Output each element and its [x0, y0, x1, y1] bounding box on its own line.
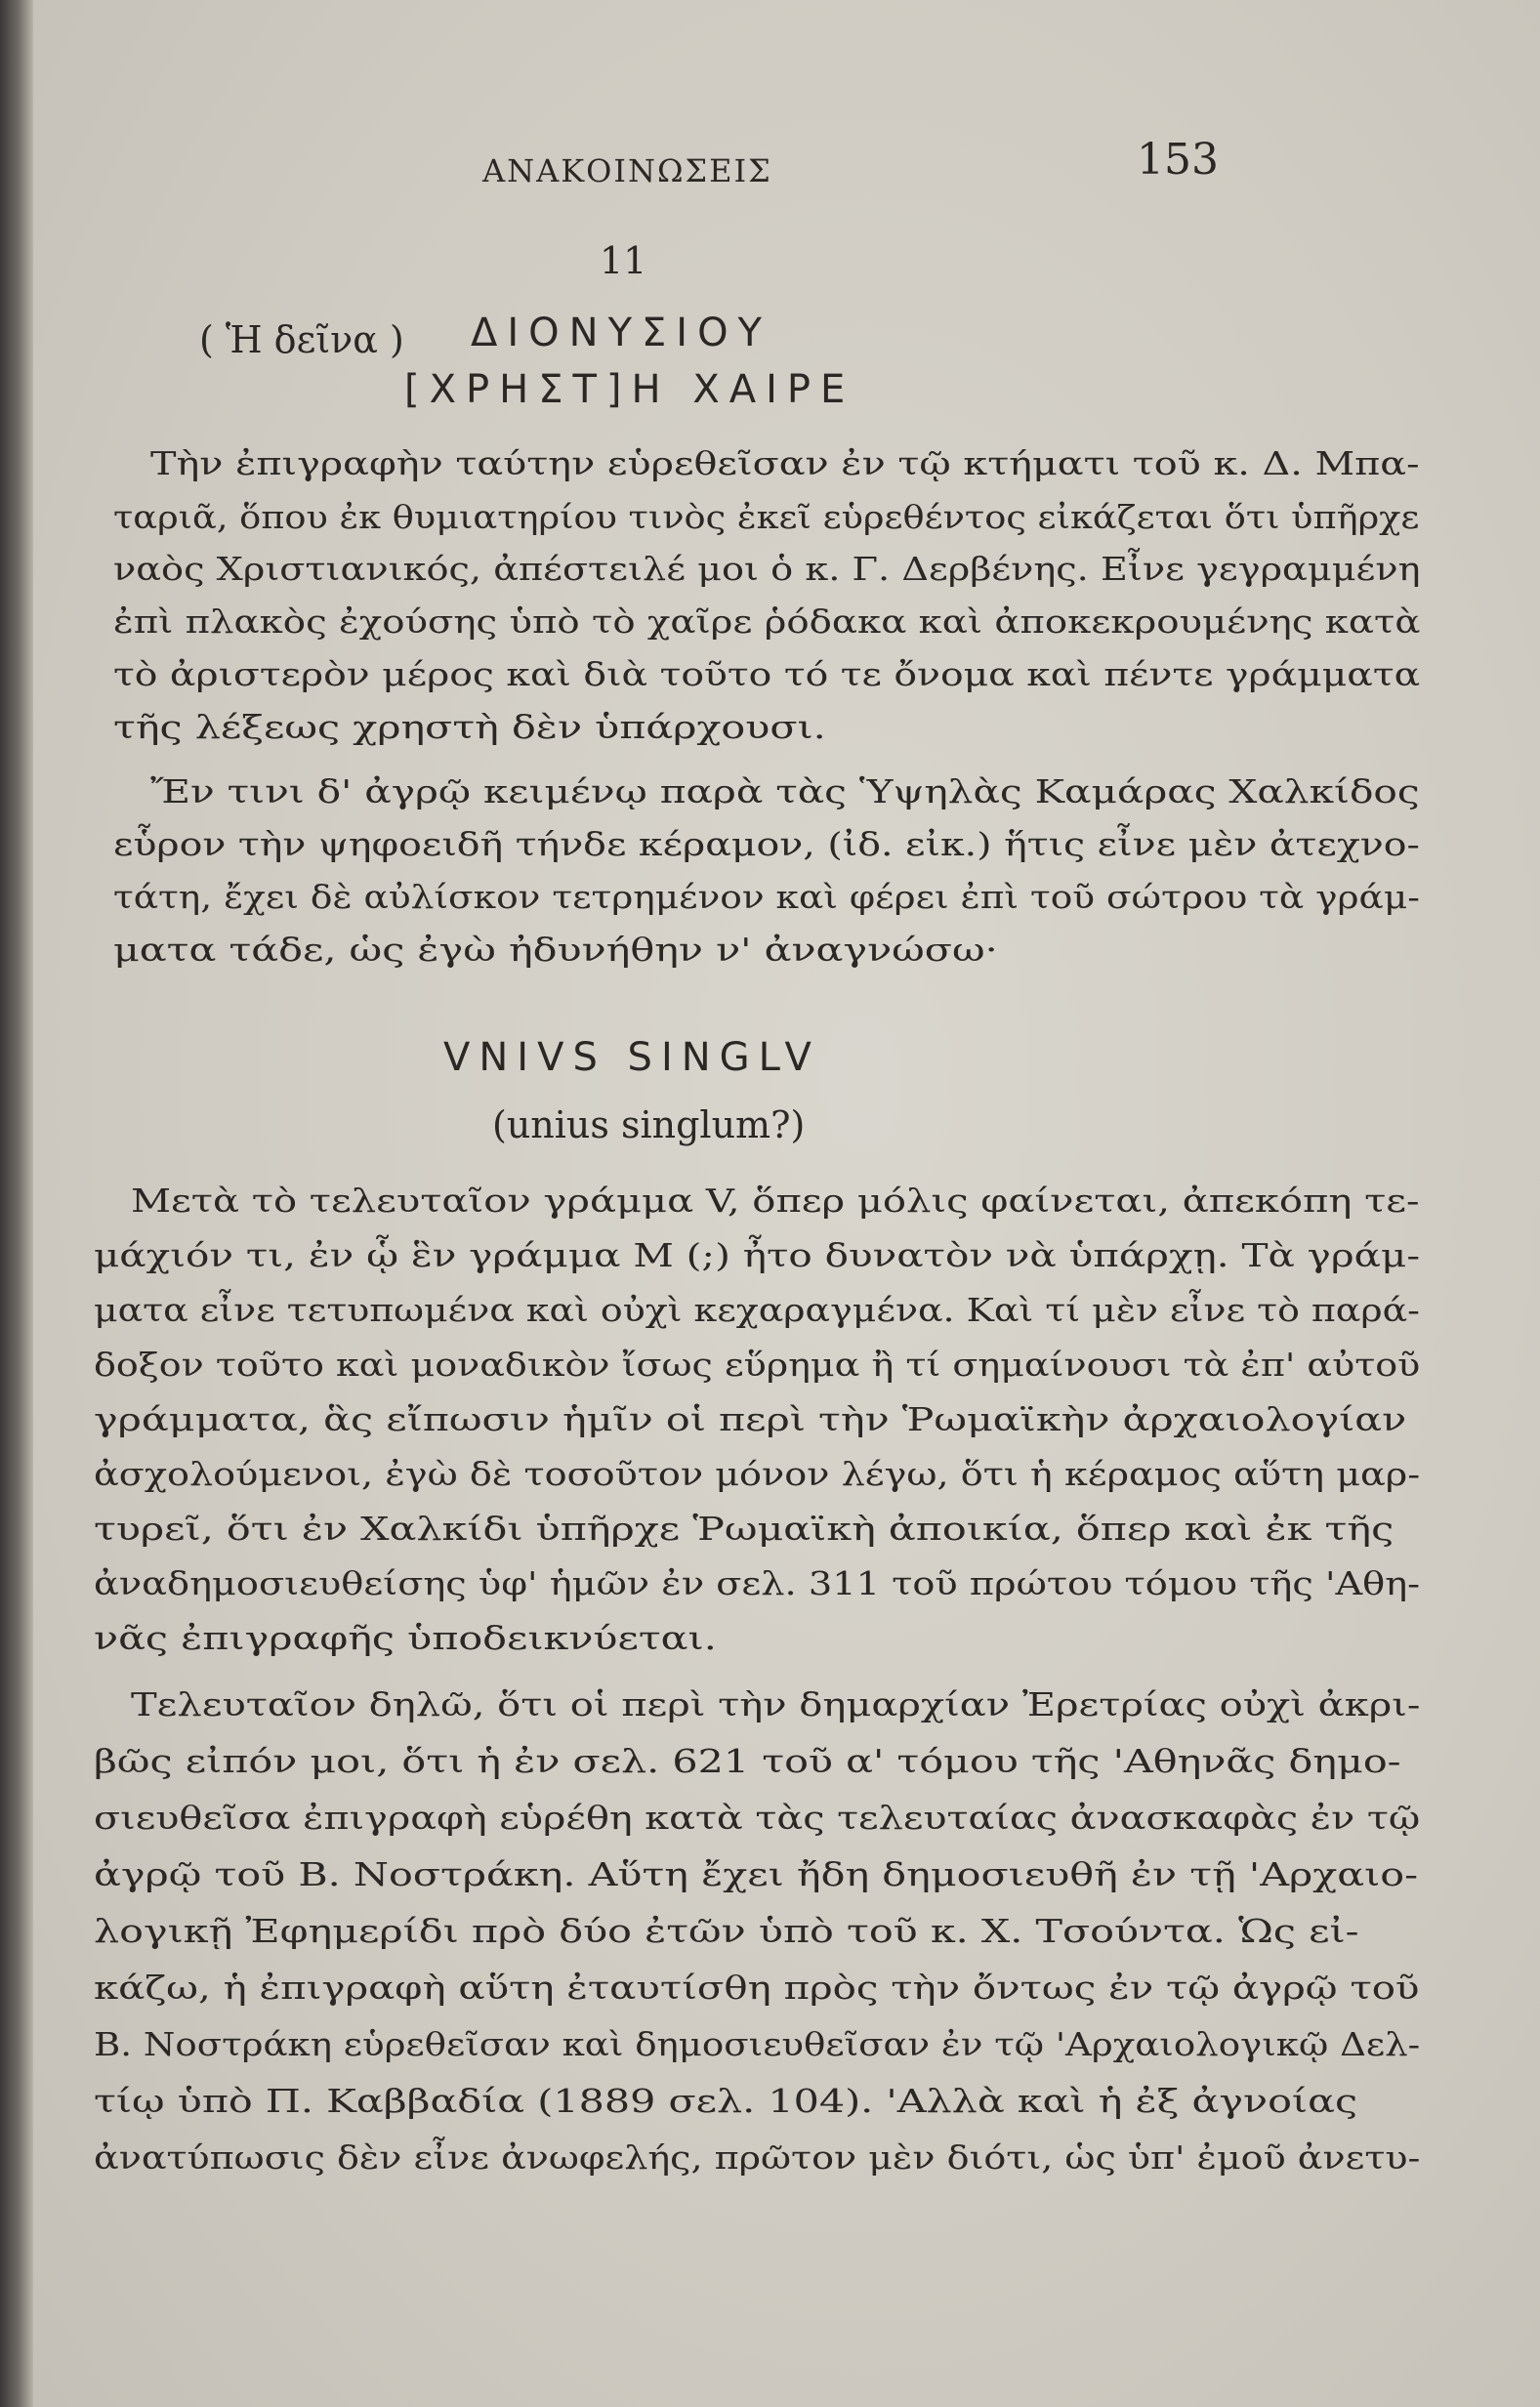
- text-line: κάζω, ἡ ἐπιγραφὴ αὕτη ἐταυτίσθη πρὸς τὴν ὄντως ἐν τῷ ἀγρῷ τοῦ: [94, 1969, 1420, 2007]
- book-page: [33, 0, 1540, 2407]
- text-line: τυρεῖ, ὅτι ἐν Χαλκίδι ὑπῆρχε Ῥωμαϊκὴ ἀποικία, ὅπερ καὶ ἐκ τῆς: [94, 1510, 1394, 1548]
- second-inscription-reading: (unius singlum?): [492, 1103, 806, 1146]
- body-text: [33, 0, 1540, 2407]
- text-line: ἐπὶ πλακὸς ἐχούσης ὑπὸ τὸ χαῖρε ῥόδακα καὶ ἀποκεκρουμένης κατὰ: [113, 602, 1421, 641]
- text-line: γράμματα, ἃς εἴπωσιν ἡμῖν οἱ περὶ τὴν Ῥωμαϊκὴν ἀρχαιολογίαν: [94, 1400, 1407, 1438]
- book-binding-shadow: [0, 0, 33, 2407]
- text-line: λογικῇ Ἐφημερίδι πρὸ δύο ἐτῶν ὑπὸ τοῦ κ. Χ. Τσούντα. Ὡς εἰ-: [94, 1912, 1359, 1950]
- text-line: ταριᾶ, ὅπου ἐκ θυμιατηρίου τινὸς ἐκεῖ εὑρεθέντος εἰκάζεται ὅτι ὑπῆρχε: [113, 498, 1420, 536]
- text-line: εὗρον τὴν ψηφοειδῆ τήνδε κέραμον, (ἰδ. εἰκ.) ἥτις εἶνε μὲν ἀτεχνο-: [113, 825, 1420, 863]
- text-line: σιευθεῖσα ἐπιγραφὴ εὑρέθη κατὰ τὰς τελευταίας ἀνασκαφὰς ἐν τῷ: [94, 1799, 1421, 1837]
- text-line: Ἔν τινι δ' ἀγρῷ κειμένῳ παρὰ τὰς Ὑψηλὰς Καμάρας Χαλκίδος: [150, 772, 1420, 810]
- text-line: Μετὰ τὸ τελευταῖον γράμμα V, ὅπερ μόλις φαίνεται, ἀπεκόπη τε-: [131, 1182, 1420, 1220]
- text-line: ματα τάδε, ὡς ἐγὼ ἠδυνήθην ν' ἀναγνώσω·: [113, 931, 998, 969]
- text-line: ἀγρῷ τοῦ Β. Νοστράκη. Αὕτη ἔχει ἤδη δημοσιευθῆ ἐν τῇ 'Αρχαιο-: [94, 1855, 1419, 1893]
- page-number: 153: [1137, 135, 1219, 185]
- second-inscription-text: VNIVS SINGLV: [443, 1035, 820, 1080]
- editor-name: ( Ἡ δεῖνα ): [199, 318, 404, 361]
- text-line: τῆς λέξεως χρηστὴ δὲν ὑπάρχουσι.: [113, 708, 826, 746]
- text-line: Τελευταῖον δηλῶ, ὅτι οἱ περὶ τὴν δημαρχίαν Ἐρετρίας οὐχὶ ἀκρι-: [131, 1685, 1421, 1723]
- text-line: τὸ ἀριστερὸν μέρος καὶ διὰ τοῦτο τό τε ὄνομα καὶ πέντε γράμματα: [113, 655, 1421, 693]
- text-line: ἀσχολούμενοι, ἐγὼ δὲ τοσοῦτον μόνον λέγω, ὅτι ἡ κέραμος αὕτη μαρ-: [94, 1455, 1421, 1493]
- inscription-number: 11: [600, 239, 647, 282]
- text-line: δοξον τοῦτο καὶ μοναδικὸν ἴσως εὕρημα ἢ τί σημαίνουσι τὰ ἐπ' αὐτοῦ: [94, 1346, 1421, 1384]
- text-line: βῶς εἰπόν μοι, ὅτι ἡ ἐν σελ. 621 τοῦ α' τόμου τῆς 'Αθηνᾶς δημο-: [94, 1742, 1401, 1780]
- text-line: Τὴν ἐπιγραφὴν ταύτην εὑρεθεῖσαν ἐν τῷ κτήματι τοῦ κ. Δ. Μπα-: [150, 444, 1420, 482]
- text-line: Β. Νοστράκη εὑρεθεῖσαν καὶ δημοσιευθεῖσαν ἐν τῷ 'Αρχαιολογικῷ Δελ-: [94, 2025, 1421, 2063]
- text-line: τάτη, ἔχει δὲ αὐλίσκον τετρημένον καὶ φέρει ἐπὶ τοῦ σώτρου τὰ γράμ-: [113, 878, 1420, 916]
- text-line: ναὸς Χριστιανικός, ἀπέστειλέ μοι ὁ κ. Γ. Δερβένης. Εἶνε γεγραμμένη: [113, 550, 1421, 588]
- inscription-text-line-1: ΔΙΟΝΥΣΙΟΥ: [471, 311, 771, 355]
- text-line: τίῳ ὑπὸ Π. Καββαδία (1889 σελ. 104). 'Αλλὰ καὶ ἡ ἐξ ἀγνοίας: [94, 2082, 1358, 2120]
- running-head: ΑΝΑΚΟΙΝΩΣΕΙΣ: [482, 152, 772, 189]
- text-line: ἀναδημοσιευθείσης ὑφ' ἡμῶν ἐν σελ. 311 τοῦ πρώτου τόμου τῆς 'Αθη-: [94, 1564, 1421, 1602]
- text-line: ματα εἶνε τετυπωμένα καὶ οὐχὶ κεχαραγμένα. Καὶ τί μὲν εἶνε τὸ παρά-: [94, 1291, 1420, 1329]
- text-line: νᾶς ἐπιγραφῆς ὑποδεικνύεται.: [94, 1619, 717, 1657]
- text-line: μάχιόν τι, ἐν ᾧ ἓν γράμμα M (;) ἦτο δυνατὸν νὰ ὑπάρχῃ. Τὰ γράμ-: [94, 1236, 1420, 1274]
- inscription-text-line-2: [ΧΡΗΣΤ]Η ΧΑΙΡΕ: [404, 367, 855, 412]
- text-line: ἀνατύπωσις δὲν εἶνε ἀνωφελής, πρῶτον μὲν διότι, ὡς ὑπ' ἐμοῦ ἀνετυ-: [94, 2138, 1421, 2177]
